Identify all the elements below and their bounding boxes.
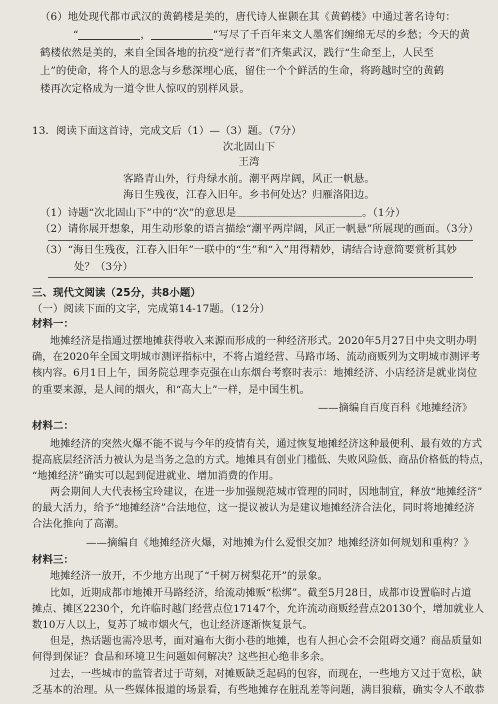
material1-line3: 核内容。6月1日上午，国务院总理李克强在山东烟台考察时表示：地摊经济、小店经济是就业岗位	[32, 368, 478, 380]
material2-line1: 地摊经济的突然火爆不能不说与今年的疫情有关，通过恢复地摊经济这种最便利、最有效的方式	[50, 438, 483, 450]
material3-line3: 摊点、摊区2230个，允许临时越门经营点位17147个，允许流动商贩经营点20130个，增加就业人	[32, 603, 485, 615]
material3-line5: 但是，热话题也需冷思考，面对遍布大街小巷的地摊，也有人担心会不会阻碍交通？商品质量如	[50, 636, 483, 648]
q6-line1: （6）地处现代都市武汉的黄鹤楼是美的，唐代诗人崔颢在其《黄鹤楼》中通过著名诗句：	[40, 10, 456, 23]
material1-source: ——摘编自百度百科《地摊经济》	[318, 402, 473, 414]
poem-author: 王湾	[238, 156, 260, 169]
material2-line5: 的最大活力，给予“地摊经济”合法地位，这一提议被认为是建议地摊经济合法化，同时将地摊经济	[32, 503, 475, 515]
q13-sub1: （1）诗题“次北固山下”中的“次”的意思是＿＿＿＿＿＿＿＿＿＿＿＿。（1分）	[40, 206, 406, 219]
material2-line3: “地摊经济”确实可以起到促进就业、增加消费的作用。	[32, 470, 280, 482]
q6-line4: 上”的使命，将个人的思念与乡愁深埋心底，留住一个个鲜活的生命，将跨越时空的黄鹤	[40, 64, 445, 77]
material2-line2: 提高底层经济活力被认为是当务之急的方式。地摊具有创业门槛低、失败风险低、商品价格低的特点，	[32, 454, 490, 466]
material2-label: 材料二：	[32, 419, 74, 432]
q6-line2	[73, 28, 470, 42]
q6-open-quote: “	[73, 28, 79, 41]
q6-line2-rest: ”写尽了千百年来文人墨客们缠绵无尽的乡愁；今天的黄	[212, 28, 471, 41]
q13-sub3-l1: （3）“海日生残夜，江春入旧年”一联中的“生”和“入”用得精妙，请结合诗意简要赏析其妙	[40, 244, 457, 257]
q13-intro: 13．阅读下面这首诗，完成文后（1）—（3）题。（7分）	[32, 124, 302, 137]
material3-line1: 地摊经济一放开，不少地方出现了“千树万树梨花开”的景象。	[50, 571, 329, 583]
poem-title: 次北固山下	[222, 141, 276, 154]
poem-line-1: 客路青山外，行舟绿水前。潮平两岸阔，风正一帆悬。	[123, 172, 375, 185]
material1-label: 材料一：	[32, 318, 74, 331]
material3-label: 材料三：	[32, 553, 74, 566]
q6-blank-1[interactable]	[78, 29, 140, 40]
q6-line3: 鹤楼依然是美的，来自全国各地的抗疫“逆行者”们齐集武汉，践行“生命至上，人民至	[40, 46, 434, 59]
q13-sub2: （2）请你展开想象，用生动形象的语言描绘“潮平两岸阔，风正一帆悬”所展现的画面。（3分）	[40, 222, 479, 235]
material1-line4: 的重要来源，是人间的烟火，和“高大上”一样，是中国生机。	[32, 384, 311, 396]
material2-source: ——摘编自《地摊经济火爆，对地摊为什么爱恨交加？地摊经济如何规划和重构？》	[86, 537, 475, 550]
part3-title: 三、现代文阅读（25分，共8小题）	[32, 286, 201, 299]
poem-line-2: 海日生残夜，江春入旧年。乡书何处达？归雁洛阳边。	[123, 188, 375, 201]
q13-sub3-l2: 处？（3分）	[74, 260, 134, 273]
part3-sub: （一）阅读下面的文字，完成第14-17题。（12分）	[32, 302, 270, 315]
answer-line-2[interactable]	[48, 277, 473, 278]
material2-line4: 两会期间人大代表杨宝玲建议，在进一步加强规范城市管理的同时，因地制宜，释放“地摊经济”	[50, 487, 483, 498]
q6-line5: 楼再次定格成为一道令世人惊叹的别样风景。	[40, 82, 250, 95]
material3-line6: 何得到保证？食品和环境卫生问题如何解决？这些担心绝非多余。	[32, 652, 331, 664]
answer-line-1[interactable]	[48, 240, 473, 241]
material1-line1: 地摊经济是指通过摆地摊获得收入来源而形成的一种经济形式。2020年5月27日中央文明办明	[50, 336, 477, 347]
material3-line4: 数10万人以上，复苏了城市烟火气，也让经济逐渐恢复景气。	[32, 619, 313, 631]
material2-line6: 合法化推向了高潮。	[32, 519, 125, 531]
q6-blank-2[interactable]	[151, 29, 213, 40]
material3-line8: 乏基本的治理。从一些媒体报道的场景看，有些地摊存在脏乱差等问题，满目狼藉，确实令人不敢恭	[32, 684, 485, 696]
q6-comma: ，	[140, 28, 151, 41]
material1-line2: 确，在2020年全国文明城市测评指标中，不将占道经营、马路市场、流动商贩列为文明城市测评考	[32, 352, 481, 364]
material3-line2: 比如，近期成都市地摊开马路经济，给流动摊贩“松绑”。截至5月28日，成都市设置临时占道	[50, 587, 472, 599]
material3-line7: 过去，一些城市的监管者过于苛刻，对摊贩缺乏起码的包容，而现在，一些地方又过于宽松，缺	[50, 668, 483, 680]
